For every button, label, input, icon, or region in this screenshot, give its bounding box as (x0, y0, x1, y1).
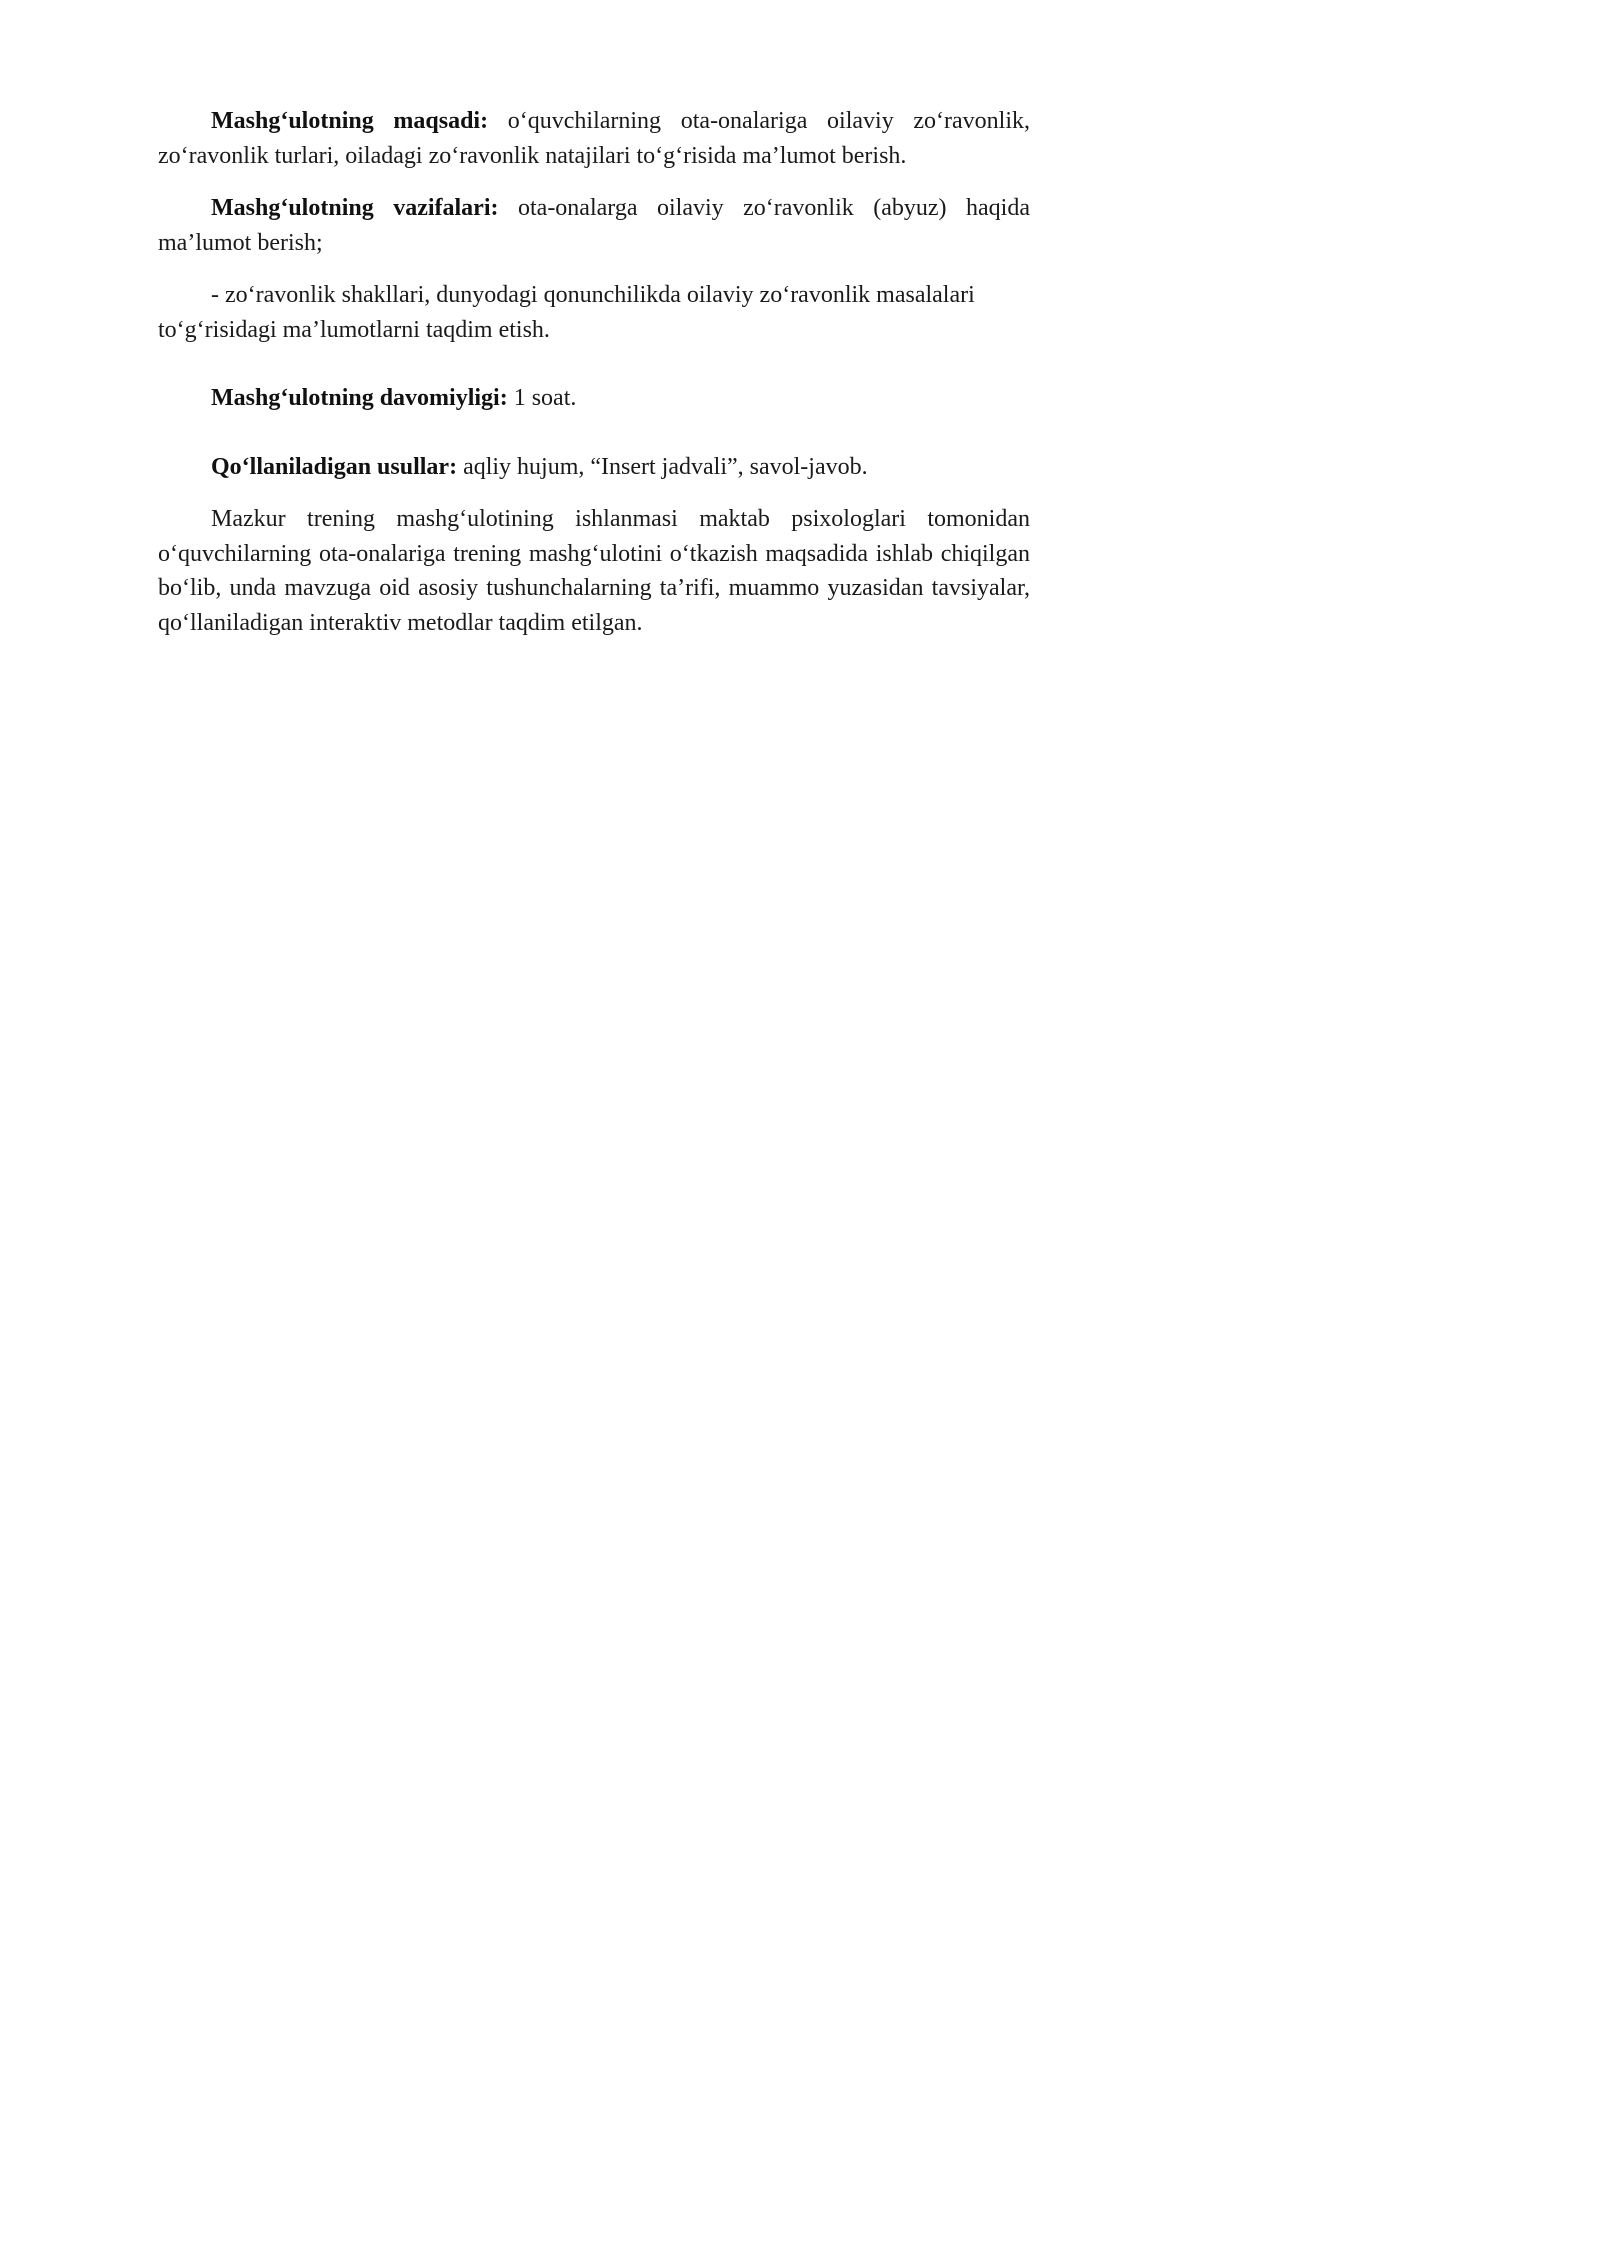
objective-text: o‘quvchilarning ota-onalariga oilaviy zo‘ravonlik, zo‘ravonlik turlari, oiladagi zo‘ravonlik natajilari to‘g‘risida ma’lumot berish. (158, 108, 1030, 169)
duration-label: Mashg‘ulotning davomiyligi: (211, 385, 508, 411)
paragraph-objective (158, 104, 1030, 173)
document-page (0, 0, 1100, 1556)
objective-label: Mashg‘ulotning maqsadi: (211, 108, 489, 134)
paragraph-methods (158, 450, 1030, 485)
methods-label: Qo‘llaniladigan usullar: (211, 453, 458, 480)
paragraph-tasks (158, 191, 1030, 260)
paragraph-description (158, 502, 1030, 640)
document-body (158, 104, 1030, 640)
tasks-text: ota-onalarga oilaviy zo‘ravonlik (abyuz) haqida ma’lumot berish; (158, 195, 1030, 256)
duration-text: 1 soat. (507, 385, 577, 411)
methods-text: aqliy hujum, “Insert jadvali”, savol-javob. (457, 453, 868, 480)
task-item-text: - zo‘ravonlik shakllari, dunyodagi qonunchilikda oilaviy zo‘ravonlik masalalari to‘g‘risidagi ma’lumotlarni taqdim etish. (158, 282, 975, 343)
tasks-label: Mashg‘ulotning vazifalari: (211, 195, 499, 221)
paragraph-task-item (158, 278, 1030, 347)
description-text: Mazkur trening mashg‘ulotining ishlanmasi maktab psixologlari tomonidan o‘quvchilarning ota-onalariga trening mashg‘ulotini o‘tkazish maqsadida ishlab chiqilgan bo‘lib, unda mavzuga oid asosiy tushunchalarning ta’rifi, muammo yuzasidan tavsiyalar, qo‘llaniladigan interaktiv metodlar taqdim etilgan. (158, 506, 1030, 636)
paragraph-duration (158, 381, 1030, 416)
